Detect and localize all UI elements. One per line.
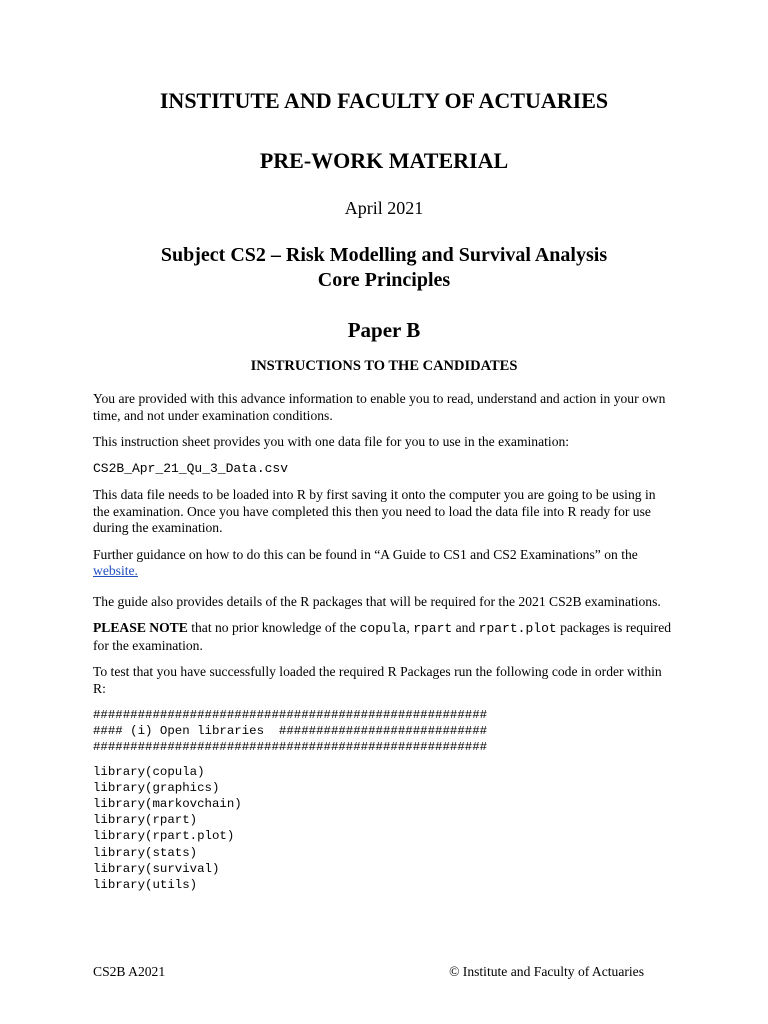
- data-file-paragraph: This instruction sheet provides you with one data file for you to use in the examination:: [93, 434, 570, 449]
- code-block: [93, 707, 673, 893]
- note-text-d: packages is required for the examination.: [93, 620, 672, 653]
- instructions-heading: INSTRUCTIONS TO THE CANDIDATES: [250, 358, 518, 374]
- load-data-paragraph: This data file needs to be loaded into R by first saving it onto the computer you are going to be using in the examination. Once you have completed this then you need to load the data file into R ready for use during the examination.: [93, 487, 656, 535]
- package-rpart: rpart: [413, 621, 453, 636]
- please-note-label: PLEASE NOTE: [93, 620, 188, 635]
- note-text-a: that no prior knowledge of the: [187, 620, 360, 635]
- paper-heading: Paper B: [347, 318, 421, 342]
- page-title: PRE-WORK MATERIAL: [259, 148, 509, 173]
- data-file-name: CS2B_Apr_21_Qu_3_Data.csv: [93, 460, 289, 476]
- code-comment-line: #####################################################: [93, 708, 488, 722]
- packages-paragraph: The guide also provides details of the R packages that will be required for the 2021 CS2B examinations.: [93, 593, 661, 609]
- code-library-line: library(survival): [93, 861, 220, 876]
- please-note-paragraph: [93, 620, 673, 654]
- guidance-paragraph: [93, 547, 673, 580]
- code-library-line: library(graphics): [93, 780, 220, 795]
- package-rpart-plot: rpart.plot: [478, 621, 557, 636]
- subject-line-2: Core Principles: [317, 269, 451, 291]
- exam-date: April 2021: [344, 198, 424, 218]
- code-library-line: library(stats): [93, 845, 198, 860]
- website-link[interactable]: website.: [93, 563, 138, 578]
- code-comment-line: #### (i) Open libraries ############################: [93, 724, 488, 739]
- code-comment-line: #####################################################: [93, 740, 488, 755]
- guidance-text: Further guidance on how to do this can be found in “A Guide to CS1 and CS2 Examinations” on the: [93, 546, 638, 562]
- institute-heading: INSTITUTE AND FACULTY OF ACTUARIES: [159, 88, 609, 113]
- note-text-b: ,: [406, 620, 414, 635]
- subject-heading: [0, 243, 768, 293]
- code-library-line: library(copula): [93, 764, 205, 779]
- code-library-line: library(rpart.plot): [93, 829, 235, 844]
- footer-exam-code: CS2B A2021: [93, 964, 166, 979]
- intro-paragraph: You are provided with this advance information to enable you to read, understand and action in your own time, and not under examination conditions.: [93, 391, 666, 423]
- subject-line-1: Subject CS2 – Risk Modelling and Survival Analysis: [160, 244, 608, 266]
- test-code-paragraph: To test that you have successfully loaded the required R Packages run the following code in order within R:: [93, 664, 662, 696]
- footer-copyright: © Institute and Faculty of Actuaries: [449, 964, 644, 979]
- note-text-c: and: [452, 620, 479, 635]
- instructions-body: [93, 391, 673, 893]
- code-library-line: library(rpart): [93, 813, 198, 828]
- code-library-line: library(markovchain): [93, 797, 242, 812]
- package-copula: copula: [359, 621, 407, 636]
- code-library-line: library(utils): [93, 878, 198, 893]
